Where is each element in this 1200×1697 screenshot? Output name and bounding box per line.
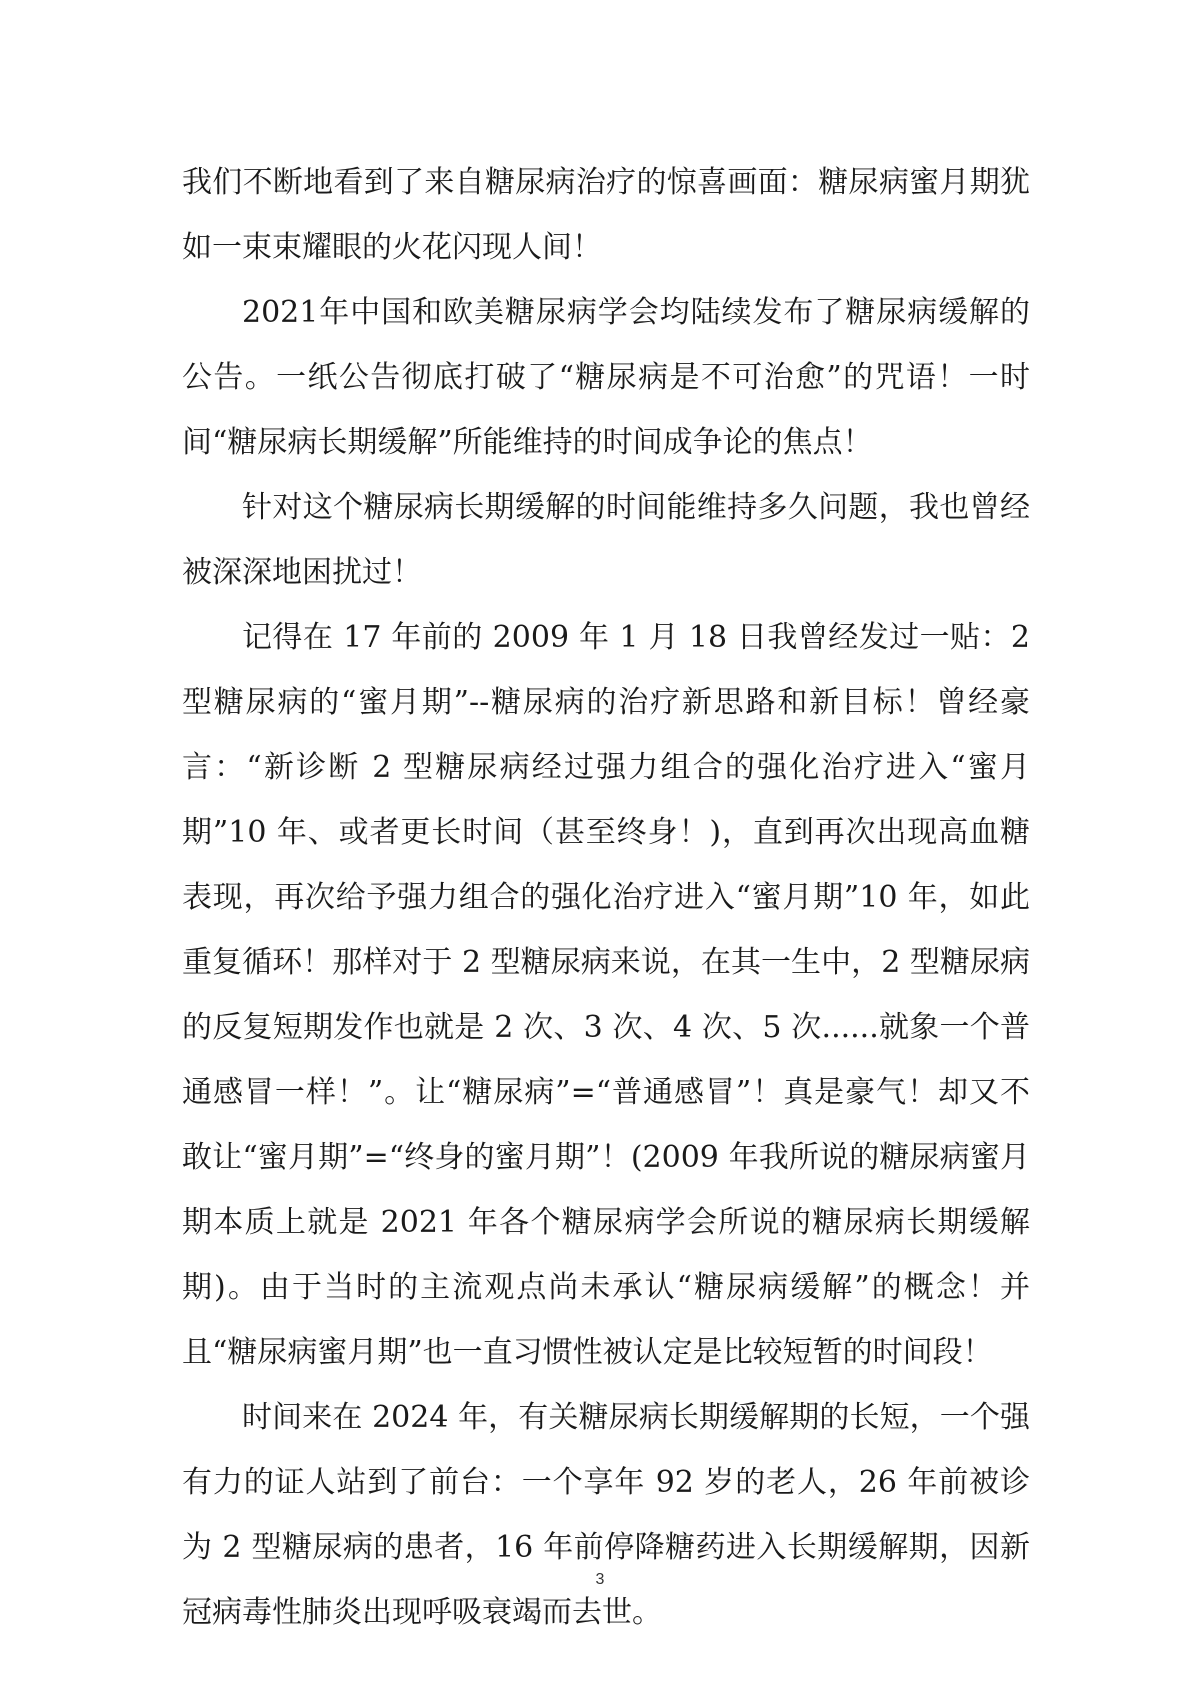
paragraph-4: 记得在 17 年前的 2009 年 1 月 18 日我曾经发过一贴：2 型糖尿病的“蜜月期”--糖尿病的治疗新思路和新目标！曾经豪言：“新诊断 2 型糖尿病经过强力组合的强化治疗进入“蜜月期”10 年、或者更长时间（甚至终身！)，直到再次出现高血糖表现，再次给予强力组合的强化治疗进入“蜜月期”10 年，如此重复循环！那样对于 2 型糖尿病来说，在其一生中，2 型糖尿病的反复短期发作也就是 2 次、3 次、4 次、5 次......就象一个普通感冒一样！”。让“糖尿病”=“普通感冒”！真是豪气！却又不敢让“蜜月期”=“终身的蜜月期”！(2009 年我所说的糖尿病蜜月期本质上就是 2021 年各个糖尿病学会所说的糖尿病长期缓解期)。由于当时的主流观点尚未承认“糖尿病缓解”的概念！并且“糖尿病蜜月期”也一直习惯性被认定是比较短暂的时间段！: [182, 620, 1030, 1370]
paragraph-2: 2021年中国和欧美糖尿病学会均陆续发布了糖尿病缓解的公告。一纸公告彻底打破了“糖尿病是不可治愈”的咒语！一时间“糖尿病长期缓解”所能维持的时间成争论的焦点！: [182, 295, 1030, 460]
document-body: [182, 150, 1030, 1645]
paragraph-1: 我们不断地看到了来自糖尿病治疗的惊喜画面：糖尿病蜜月期犹如一束束耀眼的火花闪现人间！: [182, 165, 1030, 265]
paragraph-5: 时间来在 2024 年，有关糖尿病长期缓解期的长短，一个强有力的证人站到了前台：一个享年 92 岁的老人，26 年前被诊为 2 型糖尿病的患者，16 年前停降糖药进入长期缓解期，因新冠病毒性肺炎出现呼吸衰竭而去世。: [182, 1400, 1030, 1630]
paragraph-3: 针对这个糖尿病长期缓解的时间能维持多久问题，我也曾经被深深地困扰过！: [182, 490, 1030, 590]
page-number: 3: [595, 1571, 605, 1588]
